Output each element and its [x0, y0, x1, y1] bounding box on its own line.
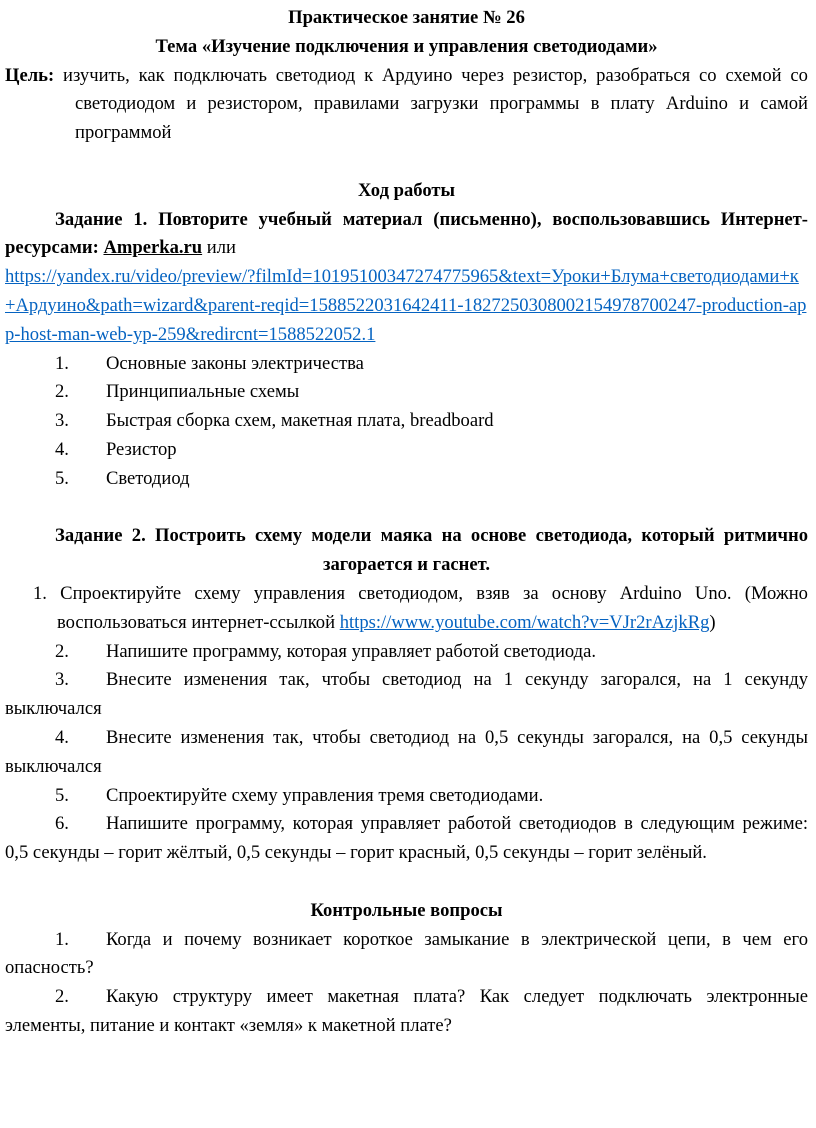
- item-text: Какую структуру имеет макетная плата? Как следует подключать электронные элементы, питание и контакт «земля» к макетной плате?: [5, 986, 808, 1036]
- item-number: 5.: [55, 467, 69, 489]
- task1-heading-text: Задание 1. Повторите учебный материал (письменно), воспользовавшись Интернет-ресурсами:: [5, 208, 808, 259]
- item-number: 1.: [55, 928, 69, 950]
- item-number: 4.: [55, 438, 69, 460]
- item-number: 2.: [55, 381, 69, 403]
- page-title: Практическое занятие № 26: [288, 7, 525, 28]
- item-text: Спроектируйте схему управления светодиодом, взяв за основу Arduino Uno. (Можно воспользоваться интернет-ссылкой: [57, 582, 808, 633]
- item-number: 3.: [55, 410, 69, 432]
- item-number: 2.: [55, 986, 69, 1008]
- goal-text: изучить, как подключать светодиод к Ардуино через резистор, разобраться со схемой со светодиодом и резистором, правилами загрузки программы в плату Arduino и самой программой: [63, 64, 808, 144]
- youtube-link[interactable]: https://www.youtube.com/watch?v=VJr2rAzjkRg: [339, 611, 710, 633]
- question-item: [5, 926, 808, 984]
- item-text: Светодиод: [105, 467, 190, 489]
- item-number: 5.: [55, 784, 69, 806]
- task2-list-item: [5, 782, 808, 811]
- item-text: Напишите программу, которая управляет работой светодиодов в следующим режиме: 0,5 секунды – горит жёлтый, 0,5 секунды – горит красный, 0,5 секунды – горит зелёный.: [5, 813, 808, 864]
- task2-list-item: [5, 638, 808, 667]
- item-number: 3.: [55, 669, 69, 691]
- item-number: 4.: [55, 726, 69, 748]
- item-number: 1.: [55, 352, 69, 374]
- task2-list-item: [5, 810, 808, 868]
- task2-list-item: [5, 724, 808, 782]
- yandex-link-paragraph: [5, 263, 808, 349]
- task2-heading: Задание 2. Построить схему модели маяка на основе светодиода, который ритмично загорается и гаснет.: [55, 525, 808, 576]
- goal-label: Цель:: [5, 64, 55, 86]
- task1-heading: [5, 206, 808, 264]
- item-text: Основные законы электричества: [105, 352, 364, 374]
- item-text: Когда и почему возникает короткое замыкание в электрической цепи, в чем его опасность?: [5, 928, 808, 979]
- amperka-link[interactable]: Amperka.ru: [103, 237, 203, 259]
- item-text: Быстрая сборка схем, макетная плата, breadboard: [105, 410, 494, 432]
- item-number: 1.: [33, 582, 47, 604]
- task1-heading-tail: или: [202, 237, 236, 259]
- item-text: Резистор: [105, 438, 177, 460]
- item-text: Внесите изменения так, чтобы светодиод на 1 секунду загорался, на 1 секунду выключался: [5, 669, 808, 720]
- page-subtitle: Тема «Изучение подключения и управления светодиодами»: [155, 35, 658, 57]
- yandex-video-link[interactable]: https://yandex.ru/video/preview/?filmId=10195100347274775965&text=Уроки+Блума+светодиодами+к+Ардуино&path=wizard&parent-reqid=1588522031642411-1827250308002154978700247-production-app-host-man-web-yp-259&redircnt=1588522052.1: [5, 266, 807, 345]
- item-number: 6.: [55, 813, 69, 835]
- task1-list-item: [5, 407, 808, 436]
- task2-list-item-1: [5, 580, 808, 638]
- item-text: Спроектируйте схему управления тремя светодиодами.: [105, 784, 544, 806]
- item-text: Внесите изменения так, чтобы светодиод на 0,5 секунды загорался, на 0,5 секунды выключался: [5, 726, 808, 777]
- goal-paragraph: [5, 62, 808, 148]
- item-text: Принципиальные схемы: [105, 381, 300, 403]
- section-control-questions-title: Контрольные вопросы: [310, 899, 503, 921]
- task1-list-item: [5, 465, 808, 494]
- question-item: [5, 983, 808, 1041]
- task2-list-item: [5, 666, 808, 724]
- task1-list-item: [5, 436, 808, 465]
- task1-list-item: [5, 378, 808, 407]
- task1-list-item: [5, 350, 808, 379]
- item-text-after: ): [709, 611, 716, 633]
- item-text: Напишите программу, которая управляет работой светодиода.: [105, 640, 597, 662]
- item-number: 2.: [55, 640, 69, 662]
- section-course-of-work-title: Ход работы: [357, 179, 456, 201]
